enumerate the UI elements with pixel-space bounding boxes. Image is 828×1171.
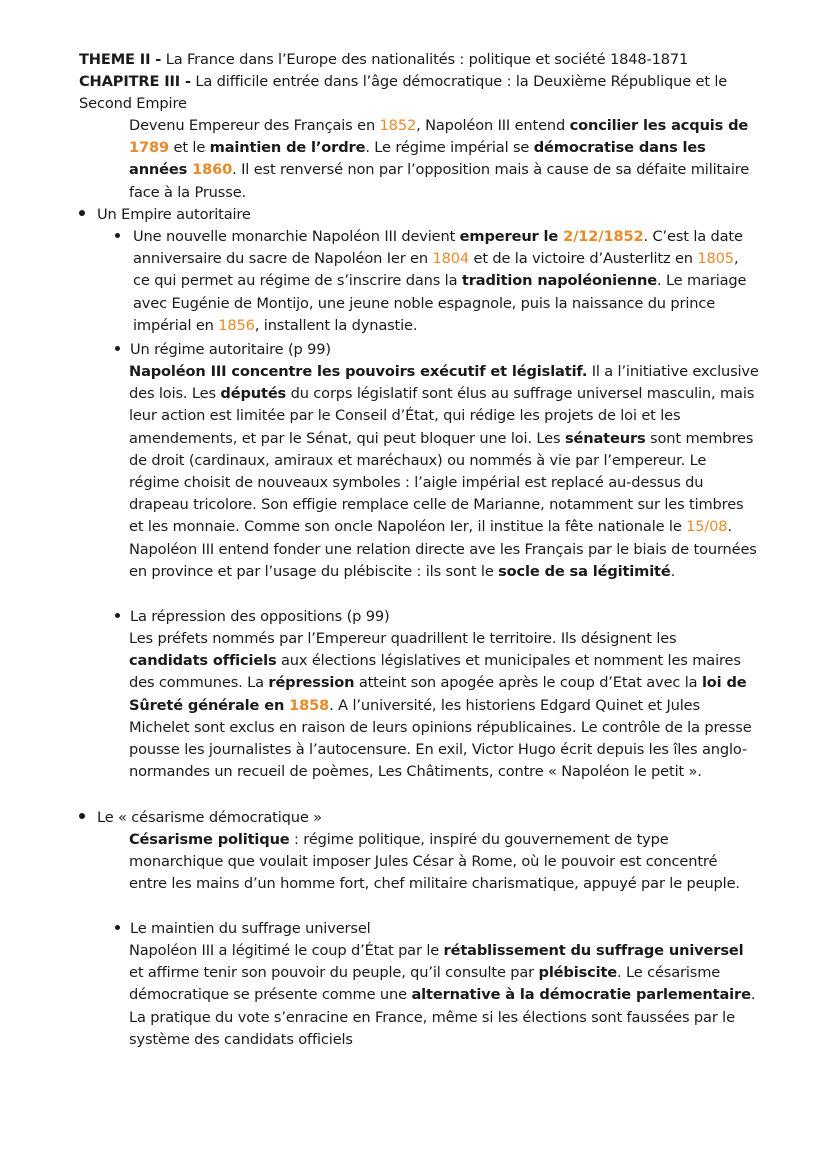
bullet-icon: [115, 346, 120, 351]
subsection-regime-autoritaire: Un régime autoritaire (p 99): [115, 339, 331, 361]
bullet-icon: [115, 233, 120, 238]
chapter-heading-continued: Second Empire: [79, 95, 187, 112]
suffrage-paragraph: Napoléon III a légitimé le coup d’État par le rétablissement du suffrage universel et affirme tenir son pouvoir du peuple, qu’il consulte par plébiscite. Le césarisme démocratique se présente comme une alternative à la démocratie parlementaire. La pratique du vote s’enracine en France, même si les élections sont faussées par le système des candidats officiels: [129, 942, 756, 1048]
subsection-repression: La répression des oppositions (p 99): [115, 606, 390, 628]
subsection-bullet-monarchie: [115, 226, 130, 248]
bullet-icon: [79, 813, 85, 819]
repression-paragraph: Les préfets nommés par l’Empereur quadrillent le territoire. Ils désignent les candidats officiels aux élections législatives et municipales et nomment les maires des communes. La répression atteint son apogée après le coup d’Etat avec la loi de Sûreté générale en 1858. A l’université, les historiens Edgard Quinet et Jules Michelet sont exclus en raison de leurs opinions républicaines. Le contrôle de la presse pousse les journalistes à l’autocensure. En exil, Victor Hugo écrit depuis les îles anglo-normandes un recueil de poèmes, Les Châtiments, contre « Napoléon le petit ».: [129, 630, 752, 781]
intro-paragraph: Devenu Empereur des Français en 1852, Napoléon III entend concilier les acquis de 1789 et le maintien de l’ordre. Le régime impérial se démocratise dans les années 1860. Il est renversé non par l’opposition mais à cause de sa défaite militaire face à la Prusse.: [129, 117, 750, 201]
section-cesarisme: Le « césarisme démocratique »: [79, 807, 322, 829]
theme-heading: THEME II - La France dans l’Europe des nationalités : politique et société 1848-1871: [79, 51, 689, 68]
subsection-suffrage: Le maintien du suffrage universel: [115, 918, 371, 940]
monarchie-paragraph: Une nouvelle monarchie Napoléon III devient empereur le 2/12/1852. C’est la date anniversaire du sacre de Napoléon Ier en 1804 et de la victoire d’Austerlitz en 1805, ce qui permet au régime de s’inscrire dans la tradition napoléonienne. Le mariage avec Eugénie de Montijo, une jeune noble espagnole, puis la naissance du prince impérial en 1856, installent la dynastie.: [133, 228, 747, 334]
bullet-icon: [115, 613, 120, 618]
bullet-icon: [115, 925, 120, 930]
chapter-heading: CHAPITRE III - La difficile entrée dans l’âge démocratique : la Deuxième République et le: [79, 73, 728, 90]
cesarisme-definition: Césarisme politique : régime politique, inspiré du gouvernement de type monarchique que voulait imposer Jules César à Rome, où le pouvoir est concentré entre les mains d’un homme fort, chef militaire charismatique, appuyé par le peuple.: [129, 831, 740, 893]
section-empire-autoritaire: Un Empire autoritaire: [79, 204, 251, 226]
regime-paragraph: Napoléon III concentre les pouvoirs exécutif et législatif. Il a l’initiative exclusive des lois. Les députés du corps législatif sont élus au suffrage universel masculin, mais leur action est limitée par le Conseil d’État, qui rédige les projets de loi et les amendements, et par le Sénat, qui peut bloquer une loi. Les sénateurs sont membres de droit (cardinaux, amiraux et maréchaux) ou nommés à vie par l’empereur. Le régime choisit de nouveaux symboles : l’aigle impérial est replacé au-dessus du drapeau tricolore. Son effigie remplace celle de Marianne, notamment sur les timbres et les monnaie. Comme son oncle Napoléon Ier, il institue la fête nationale le 15/08. Napoléon III entend fonder une relation directe ave les Français par le biais de tournées en province et par l’usage du plébiscite : ils sont le socle de sa légitimité.: [129, 363, 759, 580]
bullet-icon: [79, 210, 85, 216]
